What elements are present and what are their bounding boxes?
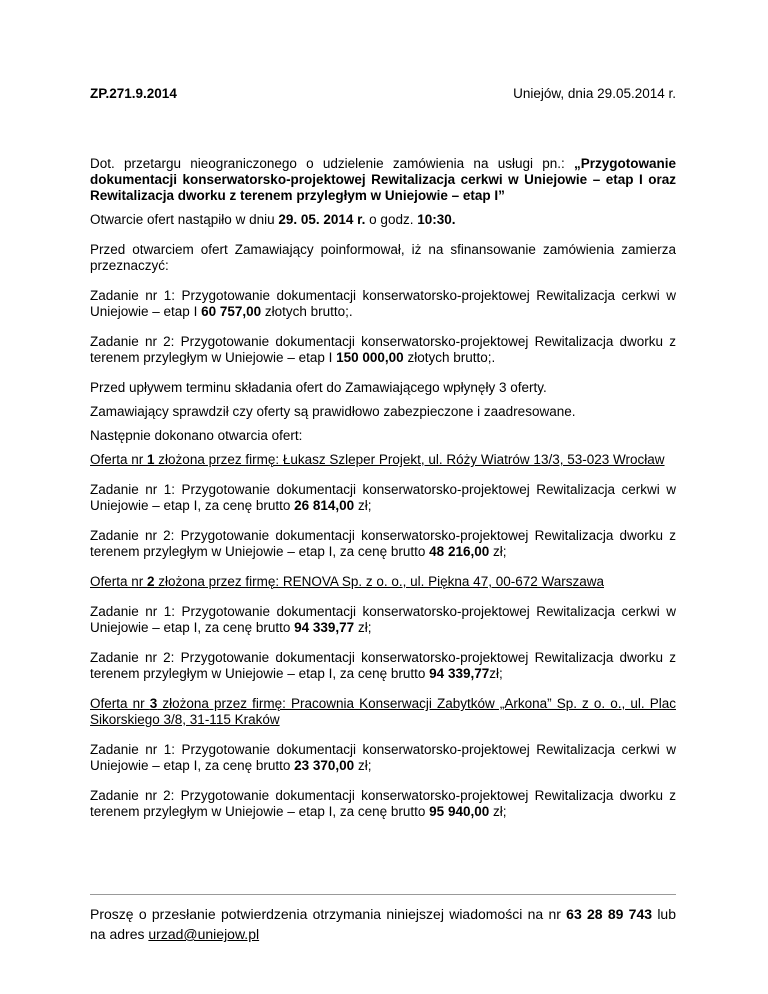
offer-2-label	[90, 574, 676, 590]
offer-2-task-1	[90, 604, 676, 636]
subject-prefix: Dot. przetargu nieograniczonego o udzielenie zamówienia na usługi pn.:	[90, 156, 574, 171]
offer-2-task-2	[90, 650, 676, 682]
subject-paragraph	[90, 156, 676, 204]
subject-title: „Przygotowanie dokumentacji konserwatorsko-projektowej Rewitalizacja cerkwi w Uniejowie – etap I oraz Rewitalizacja dworku z terenem przyległym w Uniejowie – etap I”	[90, 156, 676, 203]
offer-2-task-1-text: Zadanie nr 1: Przygotowanie dokumentacji konserwatorsko-projektowej Rewitalizacja cerkwi w Uniejowie – etap I, za cenę brutto	[90, 604, 676, 635]
offer-3-task-2	[90, 788, 676, 820]
budget-task-2-text: Zadanie nr 2: Przygotowanie dokumentacji konserwatorsko-projektowej Rewitalizacja dworku z terenem przyległym w Uniejowie – etap I	[90, 334, 676, 365]
offer-2-task-1-suffix: zł;	[354, 620, 372, 635]
offers-opened: Następnie dokonano otwarcia ofert:	[90, 428, 303, 443]
offer-3-task-1	[90, 742, 676, 774]
offer-1-label-prefix: Oferta nr	[90, 452, 148, 467]
offer-3-task-2-suffix: zł;	[489, 804, 507, 819]
document-page	[90, 86, 676, 820]
offer-2-label-prefix: Oferta nr	[90, 574, 148, 589]
document-header	[90, 86, 676, 102]
budget-task-1-suffix: złotych brutto;.	[261, 304, 353, 319]
place-date: Uniejów, dnia 29.05.2014 r.	[513, 86, 676, 101]
offer-1-number: 1	[147, 452, 155, 467]
footer-prefix: Proszę o przesłanie potwierdzenia otrzymania niniejszej wiadomości na nr	[90, 906, 567, 922]
offer-2-label-suffix: złożona przez firmę: RENOVA Sp. z o. o., ul. Piękna 47, 00-672 Warszawa	[154, 574, 604, 589]
budget-task-2	[90, 334, 676, 366]
received-offers: Przed upływem terminu składania ofert do Zamawiającego wpłynęły 3 oferty.	[90, 380, 547, 395]
offer-1-task-1-text: Zadanie nr 1: Przygotowanie dokumentacji konserwatorsko-projektowej Rewitalizacja cerkwi w Uniejowie – etap I, za cenę brutto	[90, 482, 676, 513]
offer-3-number: 3	[149, 696, 158, 711]
budget-task-1-amount: 60 757,00	[201, 304, 262, 319]
offer-1-label	[90, 452, 676, 468]
offer-1-task-1-suffix: zł;	[354, 498, 372, 513]
footer-fax-number: 63 28 89 743	[566, 906, 653, 922]
offer-2-task-2-suffix: zł;	[489, 666, 503, 681]
opening-paragraph	[90, 212, 676, 228]
offer-3-task-1-text: Zadanie nr 1: Przygotowanie dokumentacji konserwatorsko-projektowej Rewitalizacja cerkwi w Uniejowie – etap I, za cenę brutto	[90, 742, 676, 773]
offer-3-task-1-price: 23 370,00	[294, 758, 355, 773]
offer-2-task-2-text: Zadanie nr 2: Przygotowanie dokumentacji konserwatorsko-projektowej Rewitalizacja dworku z terenem przyległym w Uniejowie – etap I, za cenę brutto	[90, 650, 676, 681]
offer-1-task-1	[90, 482, 676, 514]
opening-date: 29. 05. 2014 r.	[278, 212, 366, 227]
opening-middle: o godz.	[365, 212, 418, 227]
budget-task-2-amount: 150 000,00	[336, 350, 404, 365]
offer-2-number: 2	[147, 574, 155, 589]
opening-prefix: Otwarcie ofert nastąpiło w dniu	[90, 212, 279, 227]
offer-2-task-2-price: 94 339,77	[429, 666, 490, 681]
offer-1-task-2-suffix: zł;	[489, 544, 507, 559]
budget-task-2-suffix: złotych brutto;.	[403, 350, 496, 365]
offer-1-task-2-price: 48 216,00	[429, 544, 490, 559]
budget-intro: Przed otwarciem ofert Zamawiający poinformował, iż na sfinansowanie zamówienia zamierza przeznaczyć:	[90, 242, 676, 273]
footer-note	[90, 904, 676, 944]
offer-3-task-2-price: 95 940,00	[429, 804, 490, 819]
offer-1-task-1-price: 26 814,00	[294, 498, 355, 513]
offer-1-task-2	[90, 528, 676, 560]
opening-time: 10:30.	[417, 212, 456, 227]
offer-3-label	[90, 696, 676, 728]
budget-task-1	[90, 288, 676, 320]
offer-1-label-suffix: złożona przez firmę: Łukasz Szleper Projekt, ul. Róży Wiatrów 13/3, 53-023 Wrocław	[154, 452, 665, 467]
offer-2-task-1-price: 94 339,77	[294, 620, 355, 635]
offer-1-task-2-text: Zadanie nr 2: Przygotowanie dokumentacji konserwatorsko-projektowej Rewitalizacja dworku z terenem przyległym w Uniejowie – etap I, za cenę brutto	[90, 528, 676, 559]
offer-3-task-1-suffix: zł;	[354, 758, 372, 773]
footer-divider	[90, 894, 676, 895]
offer-3-task-2-text: Zadanie nr 2: Przygotowanie dokumentacji konserwatorsko-projektowej Rewitalizacja dworku z terenem przyległym w Uniejowie – etap I, za cenę brutto	[90, 788, 676, 819]
offer-3-label-prefix: Oferta nr	[90, 696, 150, 711]
offers-checked: Zamawiający sprawdził czy oferty są prawidłowo zabezpieczone i zaadresowane.	[90, 404, 576, 419]
footer-email-link[interactable]: urzad@uniejow.pl	[148, 926, 260, 942]
reference-number: ZP.271.9.2014	[90, 86, 177, 101]
budget-task-1-text: Zadanie nr 1: Przygotowanie dokumentacji konserwatorsko-projektowej Rewitalizacja cerkwi w Uniejowie – etap I	[90, 288, 676, 319]
offer-3-label-suffix: złożona przez firmę: Pracownia Konserwacji Zabytków „Arkona” Sp. z o. o., ul. Plac Sikorskiego 3/8, 31-115 Kraków	[90, 696, 677, 727]
footer-middle: lub na adres	[90, 906, 676, 942]
